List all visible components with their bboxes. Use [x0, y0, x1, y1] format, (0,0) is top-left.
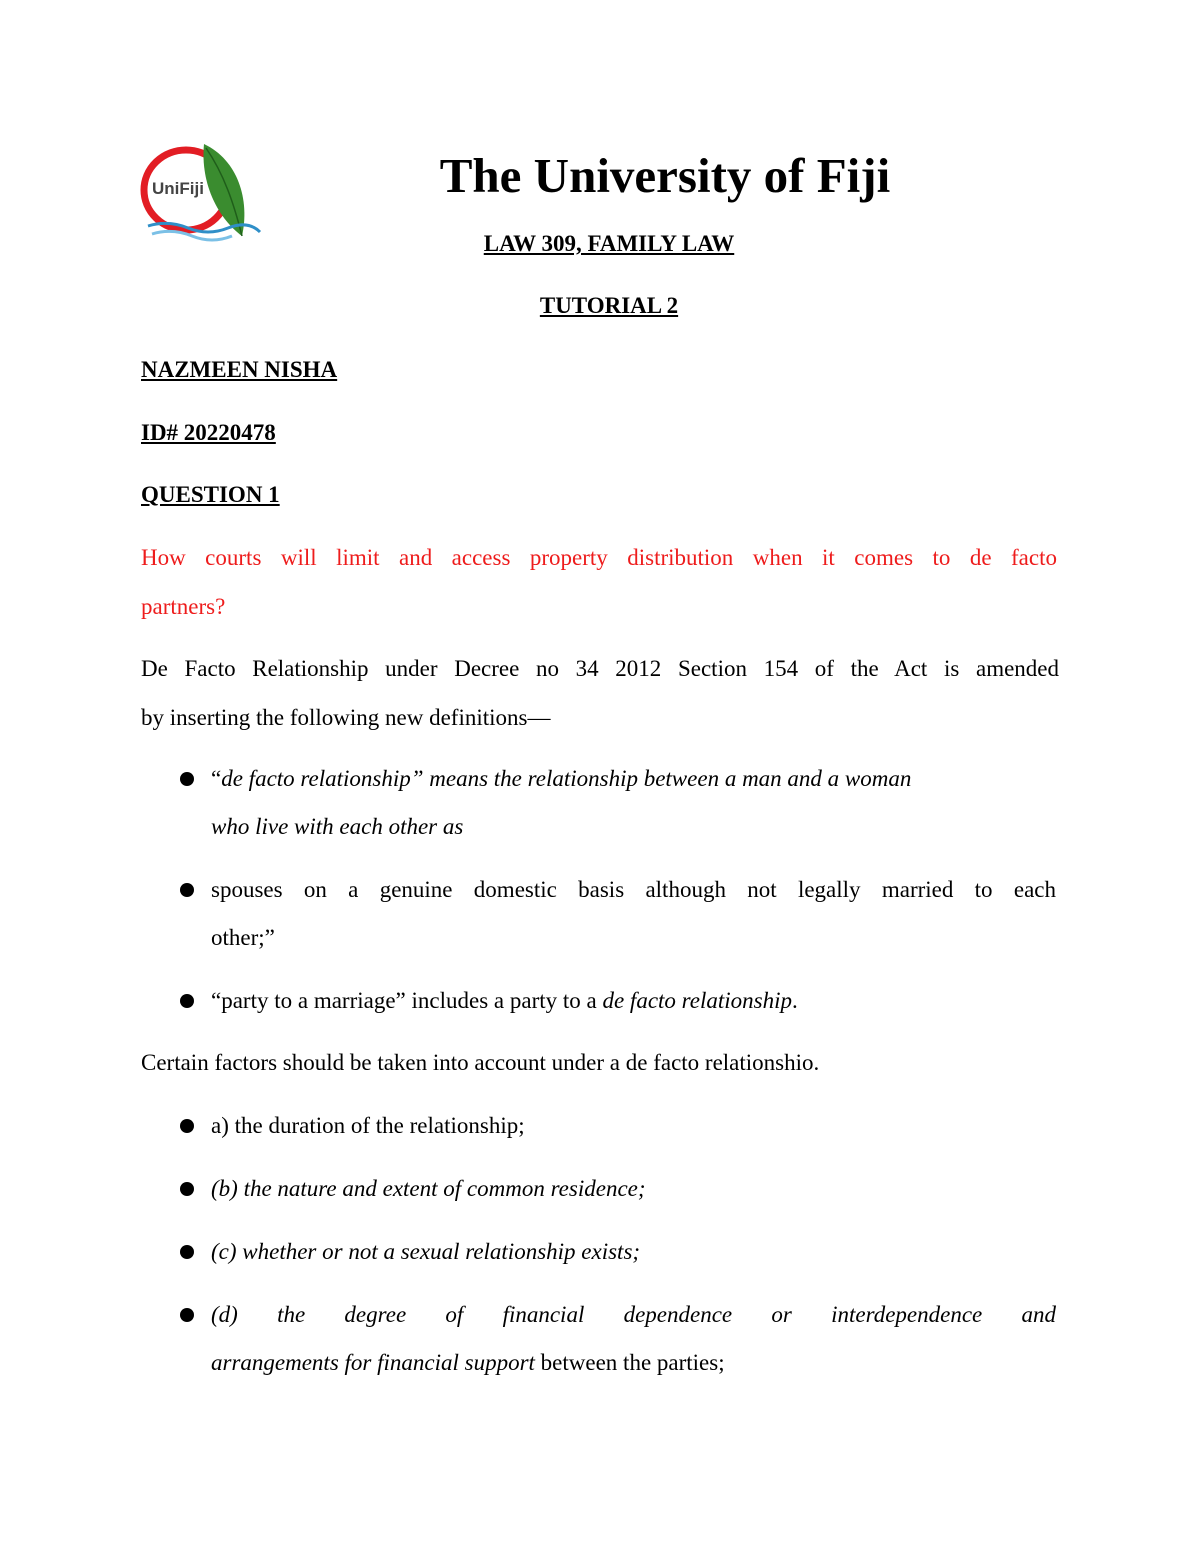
- intro-line-2: by inserting the following new definitions—: [141, 705, 551, 730]
- definition-2-line-2: other;”: [211, 925, 275, 950]
- bullet-icon: [180, 883, 194, 897]
- question-line-1: How courts will limit and access property distribution when it comes to de facto: [141, 545, 1057, 570]
- course-title: LAW 309, FAMILY LAW: [483, 231, 735, 256]
- factor-b: (b) the nature and extent of common residence;: [211, 1176, 646, 1201]
- bullet-icon: [180, 1119, 194, 1133]
- bullet-icon: [180, 994, 194, 1008]
- unifiji-logo: [138, 140, 264, 246]
- factor-d-line-1: (d) the degree of financial dependence or interdependence and: [211, 1302, 1056, 1327]
- tutorial-title: TUTORIAL 2: [539, 293, 679, 318]
- intro-line-1: De Facto Relationship under Decree no 34 2012 Section 154 of the Act is amended: [141, 656, 1059, 681]
- university-title: The University of Fiji: [439, 148, 891, 203]
- definition-1-line-2: who live with each other as: [211, 814, 464, 839]
- bullet-icon: [180, 772, 194, 786]
- student-id: ID# 20220478: [141, 420, 276, 445]
- factor-c: (c) whether or not a sexual relationship exists;: [211, 1239, 641, 1264]
- factors-intro: Certain factors should be taken into account under a de facto relationshio.: [141, 1050, 820, 1075]
- logo-text: UniFiji: [152, 179, 204, 198]
- student-name: NAZMEEN NISHA: [141, 357, 338, 382]
- factor-d-line-2: arrangements for financial support between the parties;: [211, 1350, 725, 1375]
- question-heading: QUESTION 1: [141, 482, 280, 507]
- question-line-2: partners?: [141, 594, 226, 619]
- definition-2-line-1: spouses on a genuine domestic basis although not legally married to each: [211, 877, 1056, 902]
- definition-3: “party to a marriage” includes a party to a de facto relationship.: [211, 988, 798, 1013]
- factor-a: a) the duration of the relationship;: [211, 1113, 525, 1138]
- bullet-icon: [180, 1182, 194, 1196]
- bullet-icon: [180, 1308, 194, 1322]
- bullet-icon: [180, 1245, 194, 1259]
- definition-1-line-1: “de facto relationship” means the relationship between a man and a woman: [211, 766, 912, 791]
